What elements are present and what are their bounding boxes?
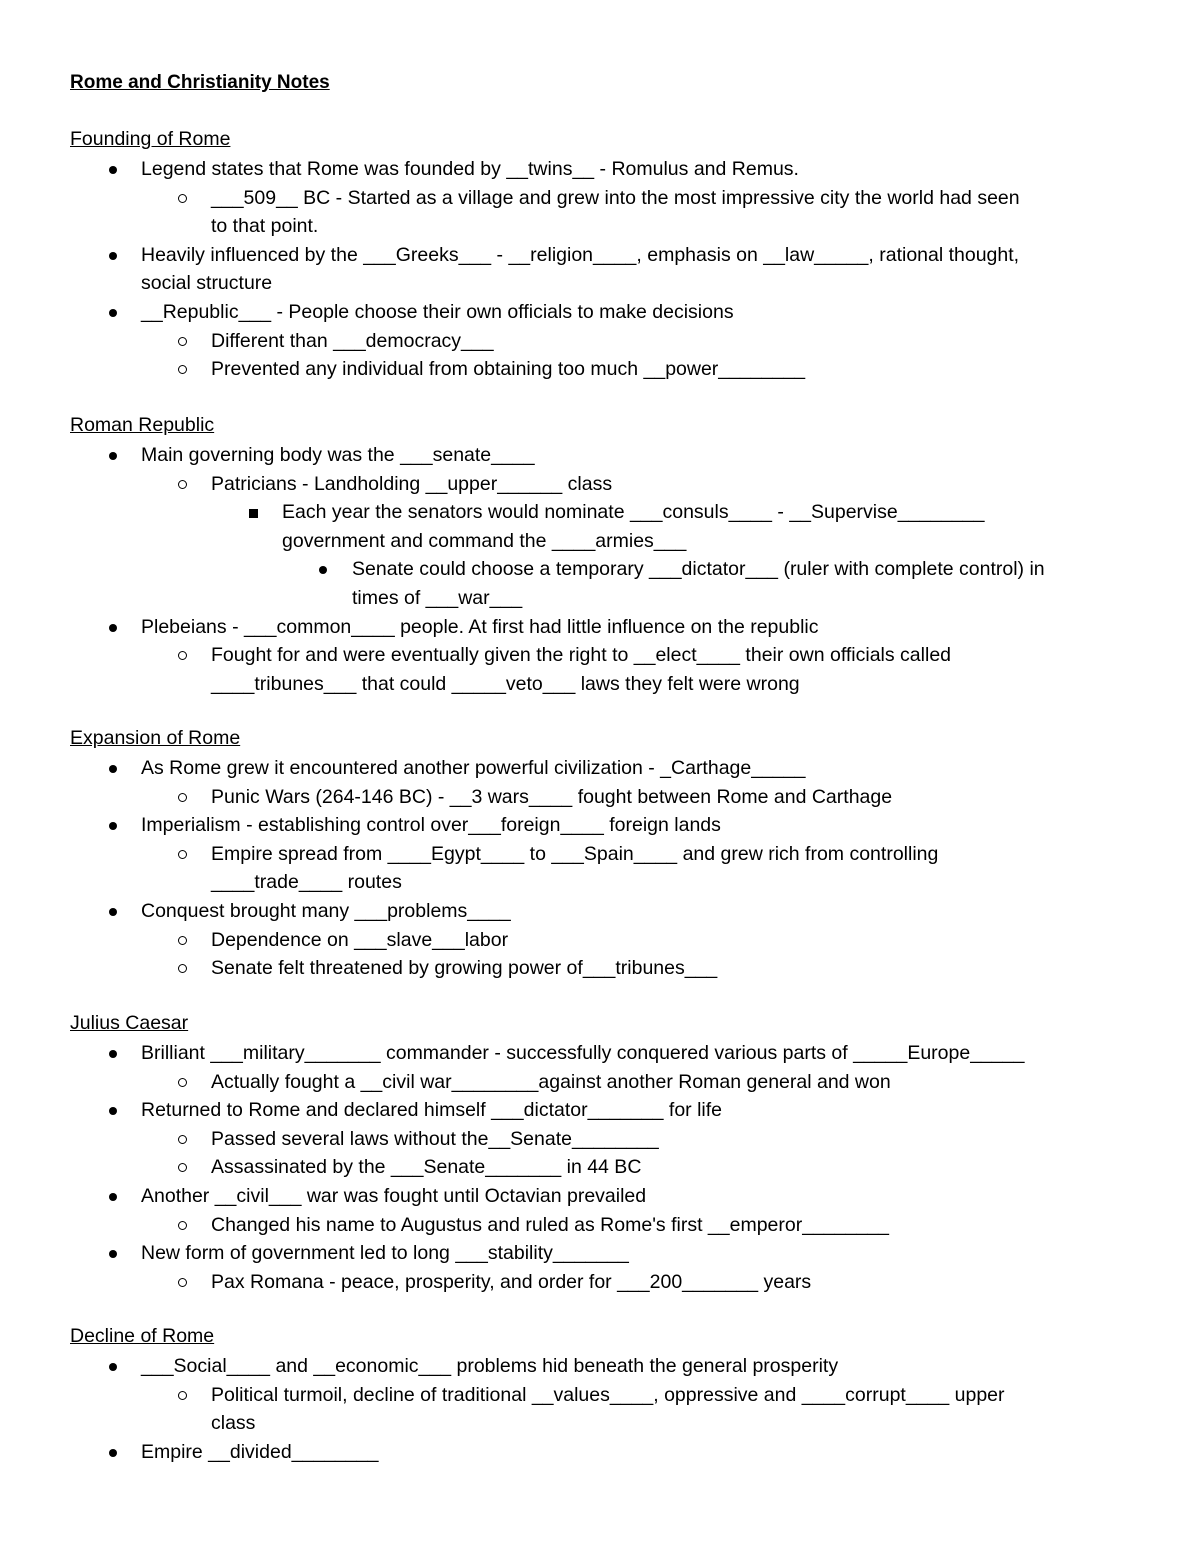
- list-item: [211, 954, 717, 983]
- bullet-dot-icon: [109, 309, 117, 317]
- bullet-dot-icon: [109, 624, 117, 632]
- list-item-text: Passed several laws without the__Senate________: [211, 1127, 659, 1150]
- list-item: [211, 840, 938, 897]
- list-item-text: Punic Wars (264-146 BC) - __3 wars____ fought between Rome and Carthage: [211, 785, 893, 808]
- bullet-circle-icon: [178, 964, 187, 973]
- bullet-circle-icon: [178, 1163, 187, 1172]
- list-item: [211, 470, 612, 499]
- bullet-square-icon: [249, 509, 258, 518]
- list-item-text: Heavily influenced by the ___Greeks___ - __religion____, emphasis on __law_____, rational thought,: [141, 243, 1020, 266]
- bullet-circle-icon: [178, 936, 187, 945]
- bullet-dot-icon: [109, 908, 117, 916]
- bullet-dot-icon: [109, 1449, 117, 1457]
- list-item-text: __Republic___ - People choose their own officials to make decisions: [141, 301, 734, 323]
- bullet-circle-icon: [178, 480, 187, 489]
- list-item: [141, 1352, 838, 1381]
- list-item-text: Each year the senators would nominate ___consuls____ - __Supervise________: [282, 501, 985, 524]
- section-heading: Julius Caesar: [70, 1012, 189, 1034]
- list-item-text: Senate felt threatened by growing power of___tribunes___: [211, 957, 718, 980]
- section-heading: Founding of Rome: [70, 128, 231, 150]
- list-item-text: Brilliant ___military_______ commander - successfully conquered various parts of _____Europe_____: [141, 1042, 1025, 1064]
- list-item: [141, 1096, 722, 1125]
- list-item-text: class: [211, 1412, 256, 1435]
- bullet-circle-icon: [178, 850, 187, 859]
- list-item: [211, 783, 892, 812]
- bullet-circle-icon: [178, 1135, 187, 1144]
- list-item: [141, 155, 799, 184]
- list-item-text: Political turmoil, decline of traditional __values____, oppressive and ____corrupt____ upper: [211, 1383, 1005, 1406]
- bullet-circle-icon: [178, 1391, 187, 1400]
- list-item-text: As Rome grew it encountered another powerful civilization - _Carthage_____: [141, 757, 806, 779]
- list-item: [211, 1125, 659, 1154]
- section-heading: Roman Republic: [70, 414, 215, 436]
- list-item: [211, 926, 508, 955]
- list-item-text: ____tribunes___ that could _____veto___ laws they felt were wrong: [211, 672, 800, 695]
- list-item: [141, 1438, 378, 1467]
- list-item-text: Conquest brought many ___problems____: [141, 900, 511, 922]
- bullet-circle-icon: [178, 651, 187, 660]
- list-item: [141, 1039, 1024, 1068]
- list-item-text: Patricians - Landholding __upper______ class: [211, 472, 613, 495]
- list-item-text: Returned to Rome and declared himself ___dictator_______ for life: [141, 1099, 723, 1122]
- list-item-text: Assassinated by the ___Senate_______ in 44 BC: [211, 1156, 642, 1179]
- list-item: [141, 897, 511, 926]
- list-item-text: New form of government led to long ___stability_______: [141, 1242, 629, 1265]
- list-item: [141, 811, 721, 840]
- bullet-dot-icon: [109, 765, 117, 773]
- bullet-circle-icon: [178, 365, 187, 374]
- section-heading: Expansion of Rome: [70, 727, 241, 749]
- bullet-circle-icon: [178, 1278, 187, 1287]
- list-item: [352, 555, 1045, 612]
- list-item: [211, 355, 805, 384]
- list-item: [141, 754, 805, 783]
- list-item-text: ____trade____ routes: [211, 871, 402, 894]
- bullet-circle-icon: [178, 793, 187, 802]
- bullet-dot-icon: [109, 1193, 117, 1201]
- list-item-text: Plebeians - ___common____ people. At first had little influence on the republic: [141, 615, 819, 638]
- list-item-text: Different than ___democracy___: [211, 329, 494, 352]
- list-item-text: Another __civil___ war was fought until Octavian prevailed: [141, 1185, 647, 1207]
- list-item: [141, 241, 1019, 298]
- bullet-circle-icon: [178, 194, 187, 203]
- list-item-text: Changed his name to Augustus and ruled as Rome's first __emperor________: [211, 1213, 889, 1236]
- list-item-text: ___Social____ and __economic___ problems hid beneath the general prosperity: [141, 1355, 839, 1377]
- bullet-dot-icon: [109, 1107, 117, 1115]
- bullet-circle-icon: [178, 1221, 187, 1230]
- list-item: [141, 441, 535, 470]
- bullet-circle-icon: [178, 337, 187, 346]
- list-item-text: social structure: [141, 272, 273, 295]
- list-item: [211, 641, 951, 698]
- section-heading: Decline of Rome: [70, 1325, 215, 1347]
- list-item: [211, 184, 1020, 241]
- list-item: [141, 613, 819, 642]
- list-item: [141, 298, 734, 327]
- list-item-text: Fought for and were eventually given the right to __elect____ their own officials called: [211, 644, 952, 667]
- list-item: [282, 498, 984, 555]
- bullet-dot-icon: [109, 252, 117, 260]
- list-item-text: Empire spread from ____Egypt____ to ___Spain____ and grew rich from controlling: [211, 842, 939, 865]
- list-item-text: to that point.: [211, 215, 319, 238]
- list-item: [141, 1239, 629, 1268]
- list-item-text: times of ___war___: [352, 586, 523, 609]
- list-item: [211, 1381, 1005, 1438]
- list-item-text: Legend states that Rome was founded by __twins__ - Romulus and Remus.: [141, 158, 799, 180]
- list-item-text: Dependence on ___slave___labor: [211, 928, 509, 951]
- list-item-text: Pax Romana - peace, prosperity, and order for ___200_______ years: [211, 1270, 812, 1293]
- list-item-text: Imperialism - establishing control over___foreign____ foreign lands: [141, 814, 721, 837]
- list-item-text: government and command the ____armies___: [282, 529, 687, 552]
- document-title: Rome and Christianity Notes: [70, 72, 330, 93]
- bullet-dot-icon: [109, 822, 117, 830]
- list-item-text: Empire __divided________: [141, 1440, 379, 1463]
- bullet-dot-icon: [319, 566, 327, 574]
- bullet-dot-icon: [109, 166, 117, 174]
- list-item: [211, 1153, 641, 1182]
- bullet-dot-icon: [109, 1363, 117, 1371]
- bullet-dot-icon: [109, 1250, 117, 1258]
- list-item-text: Senate could choose a temporary ___dictator___ (ruler with complete control) in: [352, 558, 1045, 581]
- list-item-text: Prevented any individual from obtaining too much __power________: [211, 358, 806, 381]
- list-item-text: Actually fought a __civil war________against another Roman general and won: [211, 1070, 891, 1093]
- bullet-dot-icon: [109, 1050, 117, 1058]
- list-item: [211, 327, 494, 356]
- list-item: [211, 1068, 891, 1097]
- list-item: [211, 1268, 811, 1297]
- list-item: [211, 1211, 889, 1240]
- list-item-text: Main governing body was the ___senate____: [141, 444, 535, 466]
- list-item: [141, 1182, 646, 1211]
- bullet-circle-icon: [178, 1078, 187, 1087]
- list-item-text: ___509__ BC - Started as a village and grew into the most impressive city the world had seen: [211, 186, 1020, 209]
- bullet-dot-icon: [109, 452, 117, 460]
